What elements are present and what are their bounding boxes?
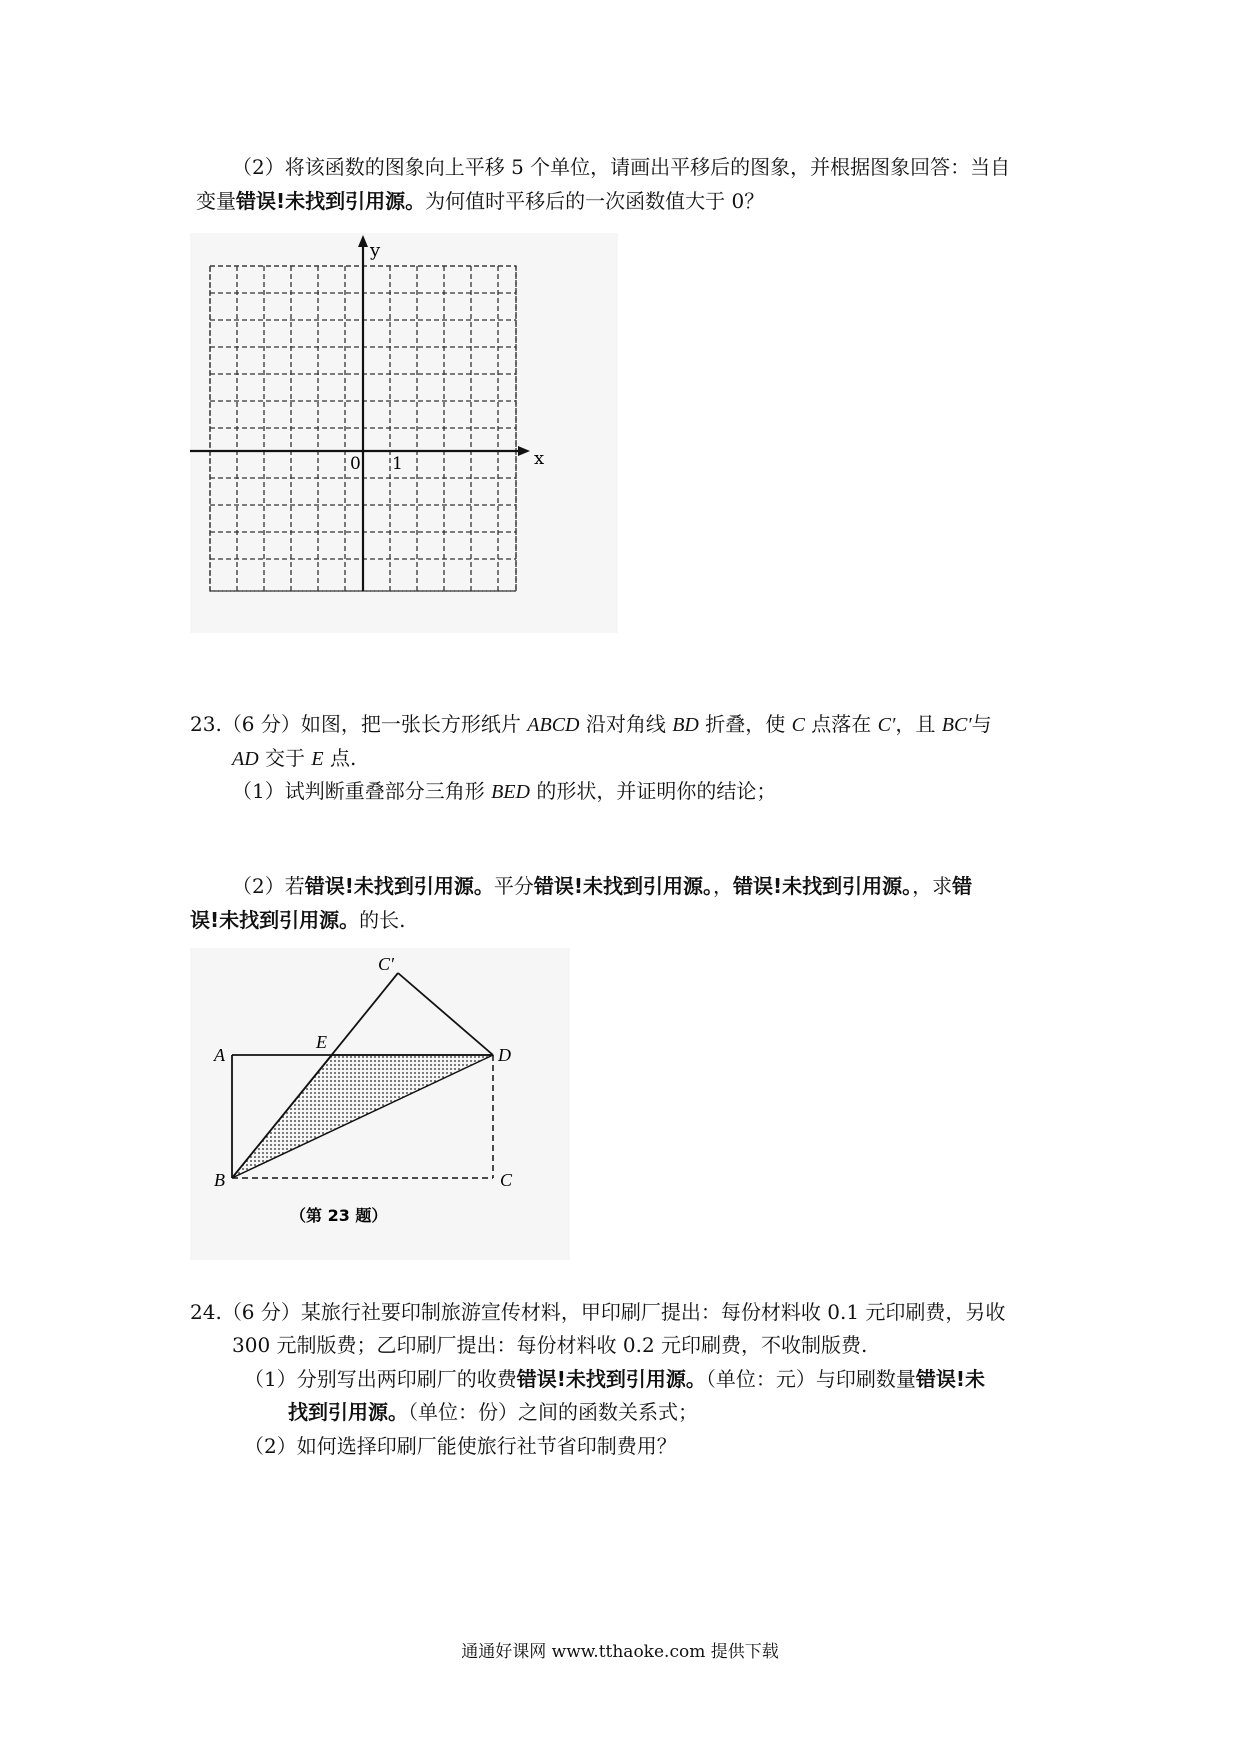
q24-text: （单位：份）之间的函数关系式； — [408, 1400, 698, 1424]
figure-caption: （第 23 题） — [290, 1206, 388, 1225]
label-cprime: C′ — [378, 954, 394, 974]
q23-text: 的形状，并证明你的结论； — [529, 779, 777, 803]
math-var: ABCD — [527, 714, 580, 736]
label-a: A — [214, 1045, 225, 1065]
q23-text: 点落在 — [804, 712, 878, 736]
q23-text: 如图，把一张长方形纸片 — [300, 712, 528, 736]
unit-label: 1 — [392, 454, 403, 474]
triangle-bed — [232, 1055, 493, 1178]
q23-part1 — [232, 777, 776, 806]
q23-figure — [190, 948, 570, 1260]
q23-text: 点. — [323, 746, 357, 770]
label-b: B — [214, 1170, 225, 1190]
error-reference: 错误!未找到引用源。 — [236, 189, 426, 213]
y-axis-label: y — [370, 240, 381, 261]
q24-text: （单位：元）与印刷数量 — [705, 1367, 916, 1391]
score: （6 分） — [221, 712, 301, 736]
q23-figure-svg — [190, 948, 570, 1260]
q23-text: 沿对角线 — [579, 712, 673, 736]
score: （6 分） — [221, 1300, 301, 1324]
q23-part2-line2 — [190, 906, 405, 934]
segment-cprime-d — [398, 973, 493, 1055]
q23-text: 交于 — [258, 746, 312, 770]
q23-text: 折叠，使 — [698, 712, 792, 736]
q23-text: 平分 — [493, 874, 534, 898]
q22-text: 变量 — [196, 189, 236, 213]
math-var: BED — [491, 781, 530, 803]
page-footer: 通通好课网 www.tthaoke.com 提供下载 — [461, 1642, 779, 1662]
error-reference: 错误!未找到引用源。 — [533, 874, 713, 898]
y-axis-arrow — [358, 235, 368, 247]
math-var: BD — [672, 714, 699, 736]
q23-text: ，求 — [912, 874, 953, 898]
q23-text: 的长. — [359, 908, 406, 932]
q22-part2-line2 — [196, 187, 764, 215]
error-reference: 错 — [952, 874, 973, 898]
x-axis-arrow — [518, 446, 530, 456]
label-c: C — [500, 1170, 513, 1190]
q23-text: ， — [712, 874, 733, 898]
error-reference: 错误!未找到引用源。 — [516, 1367, 706, 1391]
math-var: C — [791, 714, 805, 736]
error-reference: 错误!未 — [915, 1367, 985, 1391]
origin-label: 0 — [350, 454, 361, 474]
x-axis-label: x — [534, 448, 545, 469]
math-var: BC′ — [941, 714, 972, 736]
math-var: AD — [232, 748, 259, 770]
error-reference: 误!未找到引用源。 — [190, 908, 360, 932]
q24-text: 某旅行社要印制旅游宣传材料，甲印刷厂提出：每份材料收 0.1 元印刷费，另收 — [300, 1300, 1006, 1324]
error-reference: 错误!未找到引用源。 — [732, 874, 913, 898]
q22-part2-line1: （2）将该函数的图象向上平移 5 个单位，请画出平移后的图象，并根据图象回答：当自 — [232, 155, 1011, 179]
q23-text: 与 — [971, 712, 992, 736]
error-reference: 找到引用源。 — [288, 1400, 408, 1424]
q24-line2: 300 元制版费；乙印刷厂提出：每份材料收 0.2 元印刷费，不收制版费. — [232, 1333, 868, 1357]
q23-text: ，且 — [895, 712, 942, 736]
q23-line2 — [232, 744, 356, 773]
q23-line1 — [190, 710, 992, 739]
q24-part2: （2）如何选择印刷厂能使旅行社节省印制费用？ — [244, 1434, 677, 1458]
q24-part1-line1 — [244, 1365, 985, 1393]
question-number: 23. — [190, 712, 222, 736]
question-number: 24. — [190, 1300, 222, 1324]
q23-text: （2）若 — [232, 874, 305, 898]
coordinate-grid-figure — [190, 233, 618, 633]
coordinate-grid-svg — [190, 233, 618, 633]
label-d: D — [498, 1045, 511, 1065]
q23-part2-line1 — [232, 872, 972, 900]
q24-text: （1）分别写出两印刷厂的收费 — [244, 1367, 517, 1391]
error-reference: 错误!未找到引用源。 — [304, 874, 494, 898]
math-var: C′ — [877, 714, 896, 736]
q24-part1-line2 — [288, 1398, 698, 1426]
math-var: E — [311, 748, 324, 770]
label-e: E — [316, 1032, 327, 1052]
q24-line1 — [190, 1298, 1005, 1326]
q22-text: 为何值时平移后的一次函数值大于 0？ — [425, 189, 765, 213]
q23-text: （1）试判断重叠部分三角形 — [232, 779, 492, 803]
